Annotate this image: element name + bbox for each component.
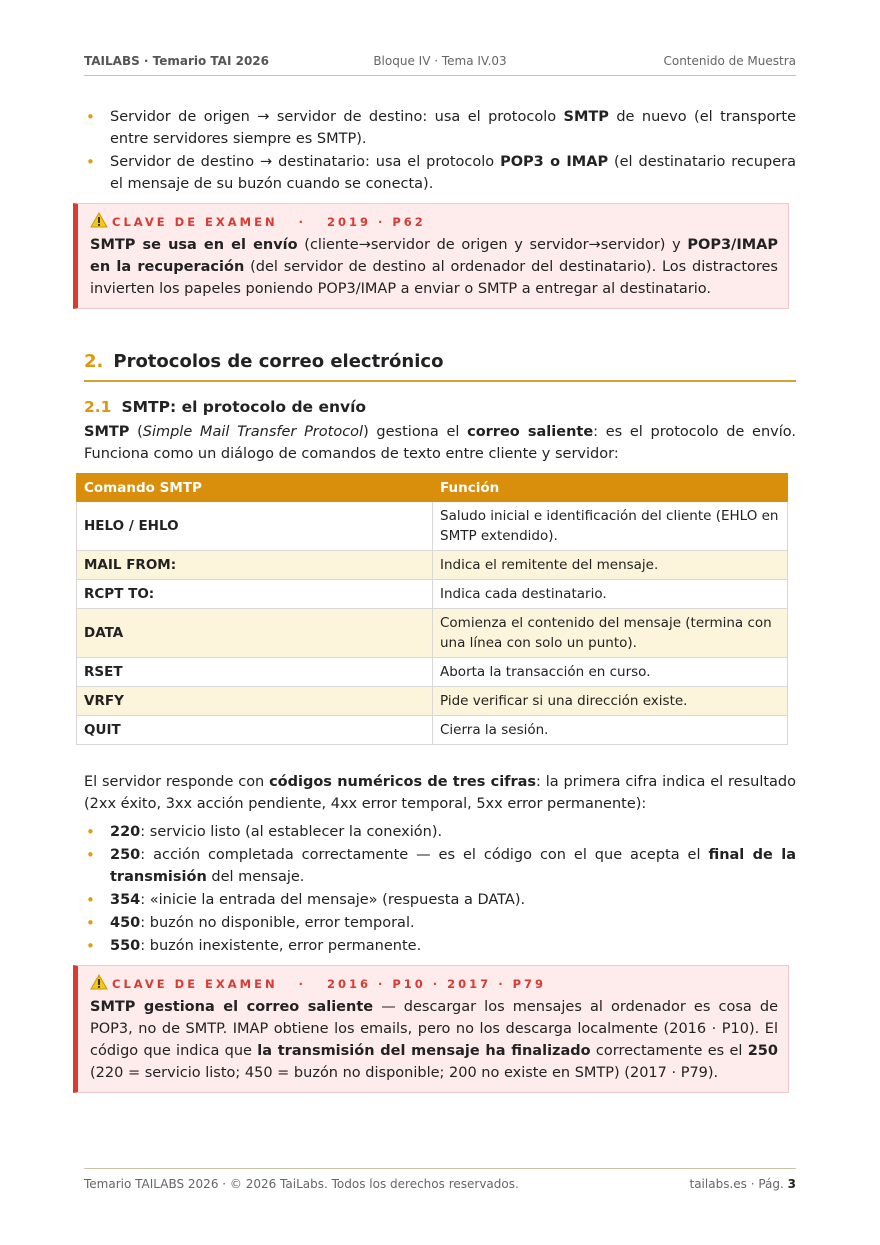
list-item: • 450: buzón no disponible, error temporal. [86, 914, 415, 932]
header-center: Bloque IV · Tema IV.03 [373, 54, 507, 68]
section-number: 2. [84, 351, 104, 372]
header-right: Contenido de Muestra [663, 54, 796, 68]
smtp-commands-table [76, 473, 788, 745]
bullet-dot: • [86, 823, 95, 841]
footer-page-info: tailabs.es · Pág. 3 [689, 1177, 796, 1191]
command-cell: QUIT [77, 716, 433, 745]
table-row [77, 580, 788, 609]
subsection-title: SMTP: el protocolo de envío [121, 398, 367, 416]
function-cell: Cierra la sesión. [433, 716, 788, 745]
command-cell: VRFY [77, 687, 433, 716]
response-codes-list [84, 821, 796, 957]
function-cell: Comienza el contenido del mensaje (termina con una línea con solo un punto). [433, 609, 788, 658]
bullet-dot: • [86, 914, 95, 932]
function-cell: Saludo inicial e identificación del cliente (EHLO en SMTP extendido). [433, 502, 788, 551]
command-cell: MAIL FROM: [77, 551, 433, 580]
section-heading [84, 351, 796, 382]
warning-icon [90, 212, 108, 228]
table-row [77, 658, 788, 687]
page-content [84, 106, 796, 1093]
callout-text: SMTP gestiona el correo saliente — descargar los mensajes al ordenador es cosa de POP3, no de SMTP. IMAP obtiene los emails, pero no los descarga localmente (2016 · P10). El código que indica que la transmisión del mensaje ha finalizado correctamente es el 250 (220 = servicio listo; 450 = buzón no disponible; 200 no existe en SMTP) (2017 · P79). [90, 999, 778, 1081]
bullet-dot: • [86, 108, 95, 126]
command-cell: HELO / EHLO [77, 502, 433, 551]
subsection-number: 2.1 [84, 398, 112, 416]
list-item: • 220: servicio listo (al establecer la conexión). [86, 823, 443, 841]
callout-title: CLAVE DE EXAMEN · 2019 · P62 [90, 212, 778, 232]
exam-key-callout-1 [73, 203, 789, 309]
subsection-heading [84, 398, 796, 416]
table-header-row [77, 474, 788, 502]
exam-key-callout-2 [73, 965, 789, 1093]
callout-title: CLAVE DE EXAMEN · 2016 · P10 · 2017 · P79 [90, 974, 778, 994]
list-item: • 354: «inicie la entrada del mensaje» (respuesta a DATA). [86, 891, 526, 909]
warning-icon [90, 974, 108, 990]
function-cell: Aborta la transacción en curso. [433, 658, 788, 687]
command-cell: RCPT TO: [77, 580, 433, 609]
table-row [77, 687, 788, 716]
table-row [77, 716, 788, 745]
bullet-list-top [84, 106, 796, 195]
bullet-dot: • [86, 891, 95, 909]
table-row [77, 502, 788, 551]
header-left: TAILABS · Temario TAI 2026 [84, 54, 270, 68]
intro-paragraph: SMTP (Simple Mail Transfer Protocol) gestiona el correo saliente: es el protocolo de envío. Funciona como un diálogo de comandos de texto entre cliente y servidor: [84, 424, 796, 462]
command-cell: RSET [77, 658, 433, 687]
function-cell: Indica cada destinatario. [433, 580, 788, 609]
page-number: 3 [787, 1177, 796, 1191]
function-cell: Indica el remitente del mensaje. [433, 551, 788, 580]
page-footer [84, 1168, 796, 1191]
list-item: • Servidor de destino → destinatario: usa el protocolo POP3 o IMAP (el destinatario recupera el mensaje de su buzón cuando se conecta). [86, 153, 796, 192]
function-cell: Pide verificar si una dirección existe. [433, 687, 788, 716]
list-item: • 550: buzón inexistente, error permanente. [86, 937, 422, 955]
bullet-dot: • [86, 937, 95, 955]
bullet-dot: • [86, 153, 95, 171]
command-cell: DATA [77, 609, 433, 658]
bullet-dot: • [86, 846, 95, 864]
codes-paragraph: El servidor responde con códigos numéricos de tres cifras: la primera cifra indica el resultado (2xx éxito, 3xx acción pendiente, 4xx error temporal, 5xx error permanente): [84, 774, 796, 812]
callout-text: SMTP se usa en el envío (cliente→servidor de origen y servidor→servidor) y POP3/IMAP en la recuperación (del servidor de destino al ordenador del destinatario). Los distractores invierten los papeles poniendo POP3/IMAP a enviar o SMTP a entregar al destinatario. [90, 237, 778, 297]
list-item: • Servidor de origen → servidor de destino: usa el protocolo SMTP de nuevo (el transporte entre servidores siempre es SMTP). [86, 108, 797, 147]
footer-copyright: Temario TAILABS 2026 · © 2026 TaiLabs. Todos los derechos reservados. [84, 1177, 519, 1191]
column-header: Comando SMTP [77, 474, 433, 502]
section-title: Protocolos de correo electrónico [113, 351, 444, 372]
table-row [77, 551, 788, 580]
page-header [84, 54, 796, 76]
column-header: Función [433, 474, 788, 502]
table-row [77, 609, 788, 658]
list-item: • 250: acción completada correctamente — es el código con el que acepta el final de la transmisión del mensaje. [86, 846, 797, 885]
